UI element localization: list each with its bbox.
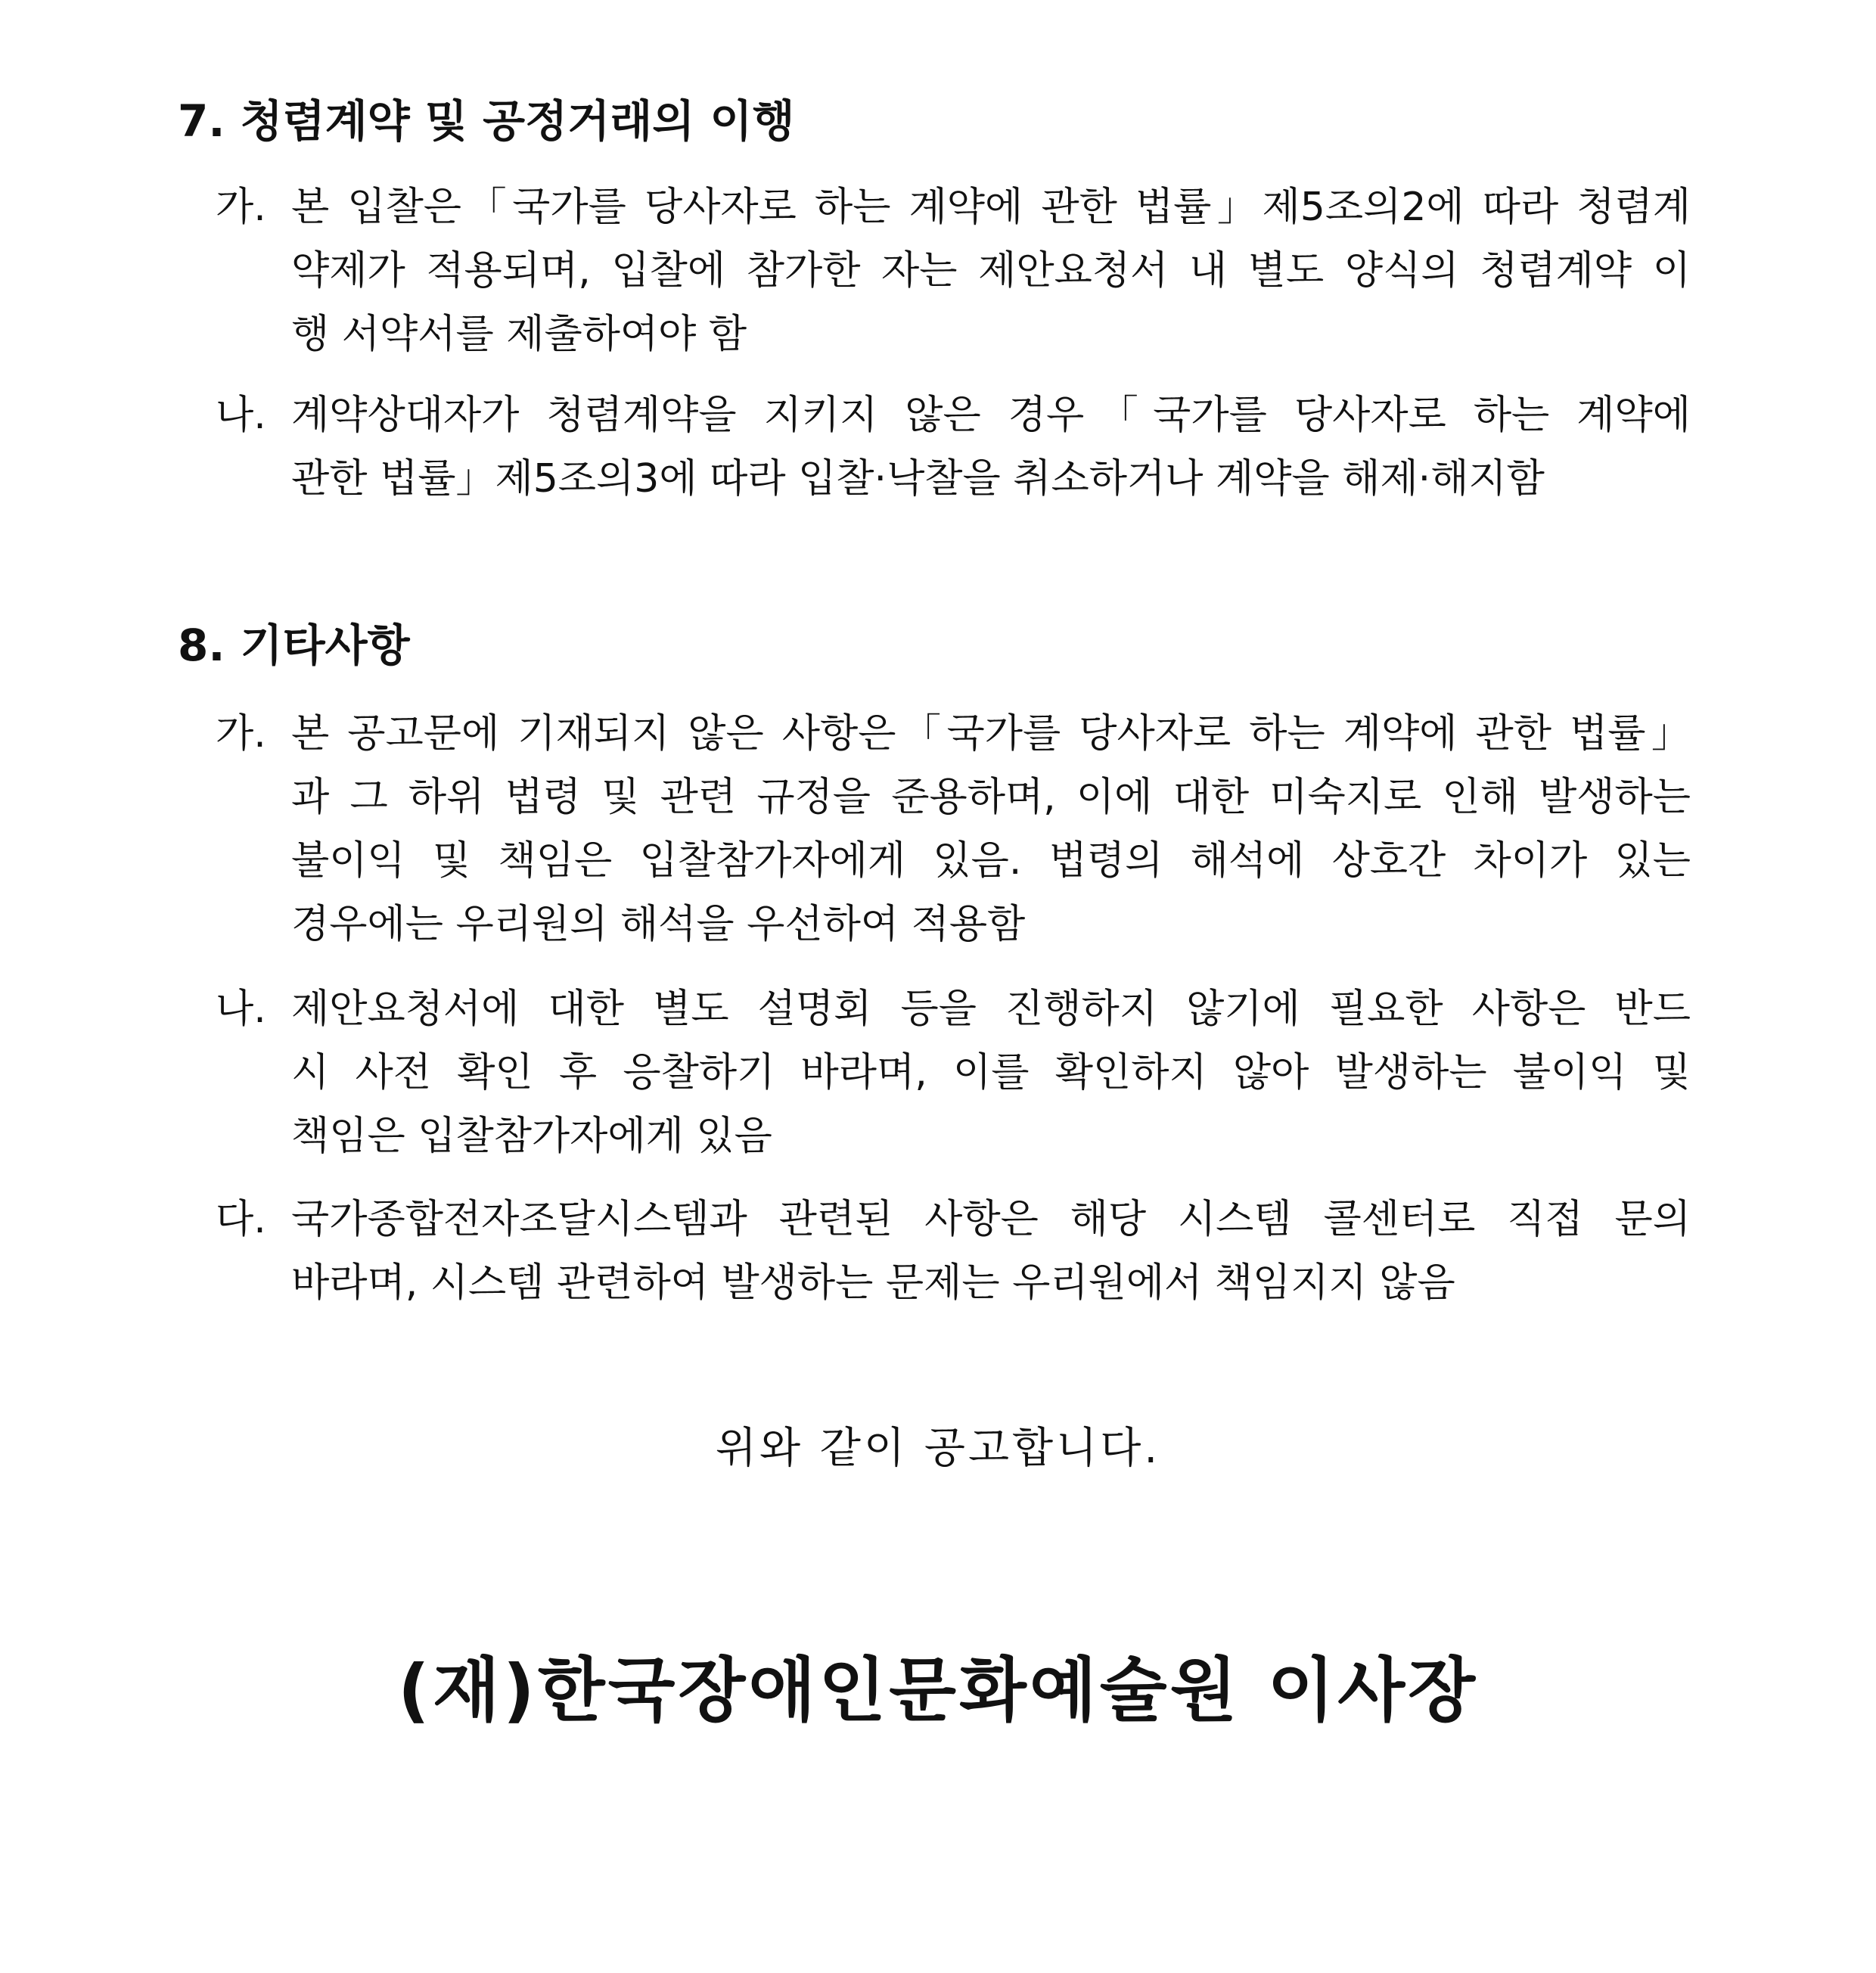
item-marker: 가.	[216, 185, 266, 230]
section-heading-integrity-contract: 7. 청렴계약 및 공정거래의 이행	[178, 95, 795, 147]
item-line: 행 서약서를 제출하여야 함	[291, 312, 747, 357]
item-line: 바라며, 시스템 관련하여 발생하는 문제는 우리원에서 책임지지 않음	[291, 1260, 1455, 1306]
item-line: 경우에는 우리원의 해석을 우선하여 적용함	[291, 902, 1026, 947]
item-line: 본 공고문에 기재되지 않은 사항은「국가를 당사자로 하는 계약에 관한 법률」	[291, 711, 1691, 757]
item-text	[291, 977, 1691, 1168]
item-line: 과 그 하위 법령 및 관련 규정을 준용하며, 이에 대한 미숙지로 인해 발생하는	[291, 775, 1691, 820]
item-line: 계약상대자가 청렴계약을 지키지 않은 경우「국가를 당사자로 하는 계약에	[291, 393, 1691, 438]
item-marker: 나.	[216, 987, 266, 1032]
item-text	[291, 702, 1691, 956]
section-heading-other-matters: 8. 기타사항	[178, 620, 410, 671]
item-line: 국가종합전자조달시스템과 관련된 사항은 해당 시스템 콜센터로 직접 문의	[291, 1197, 1691, 1242]
item-text	[291, 176, 1691, 366]
item-line: 본 입찰은「국가를 당사자로 하는 계약에 관한 법률」제5조의2에 따라 청렴계	[291, 185, 1691, 230]
item-marker: 다.	[216, 1197, 266, 1242]
item-line: 관한 법률」제5조의3에 따라 입찰·낙찰을 취소하거나 계약을 해제·해지함	[291, 456, 1545, 502]
item-text	[291, 384, 1691, 511]
closing-statement: 위와 같이 공고합니다.	[715, 1424, 1161, 1473]
item-line: 불이익 및 책임은 입찰참가자에게 있음. 법령의 해석에 상호간 차이가 있는	[291, 838, 1691, 884]
item-line: 책임은 입찰참가자에게 있음	[291, 1114, 772, 1159]
item-marker: 가.	[216, 711, 266, 757]
item-marker: 나.	[216, 393, 266, 438]
item-line: 약제가 적용되며, 입찰에 참가한 자는 제안요청서 내 별도 양식의 청렴계약 이	[291, 248, 1691, 294]
signature-issuer: (재)한국장애인문화예술원 이사장	[397, 1650, 1479, 1731]
item-text	[291, 1188, 1691, 1315]
item-line: 제안요청서에 대한 별도 설명회 등을 진행하지 않기에 필요한 사항은 반드	[291, 987, 1691, 1032]
item-line: 시 사전 확인 후 응찰하기 바라며, 이를 확인하지 않아 발생하는 불이익 및	[291, 1050, 1691, 1095]
